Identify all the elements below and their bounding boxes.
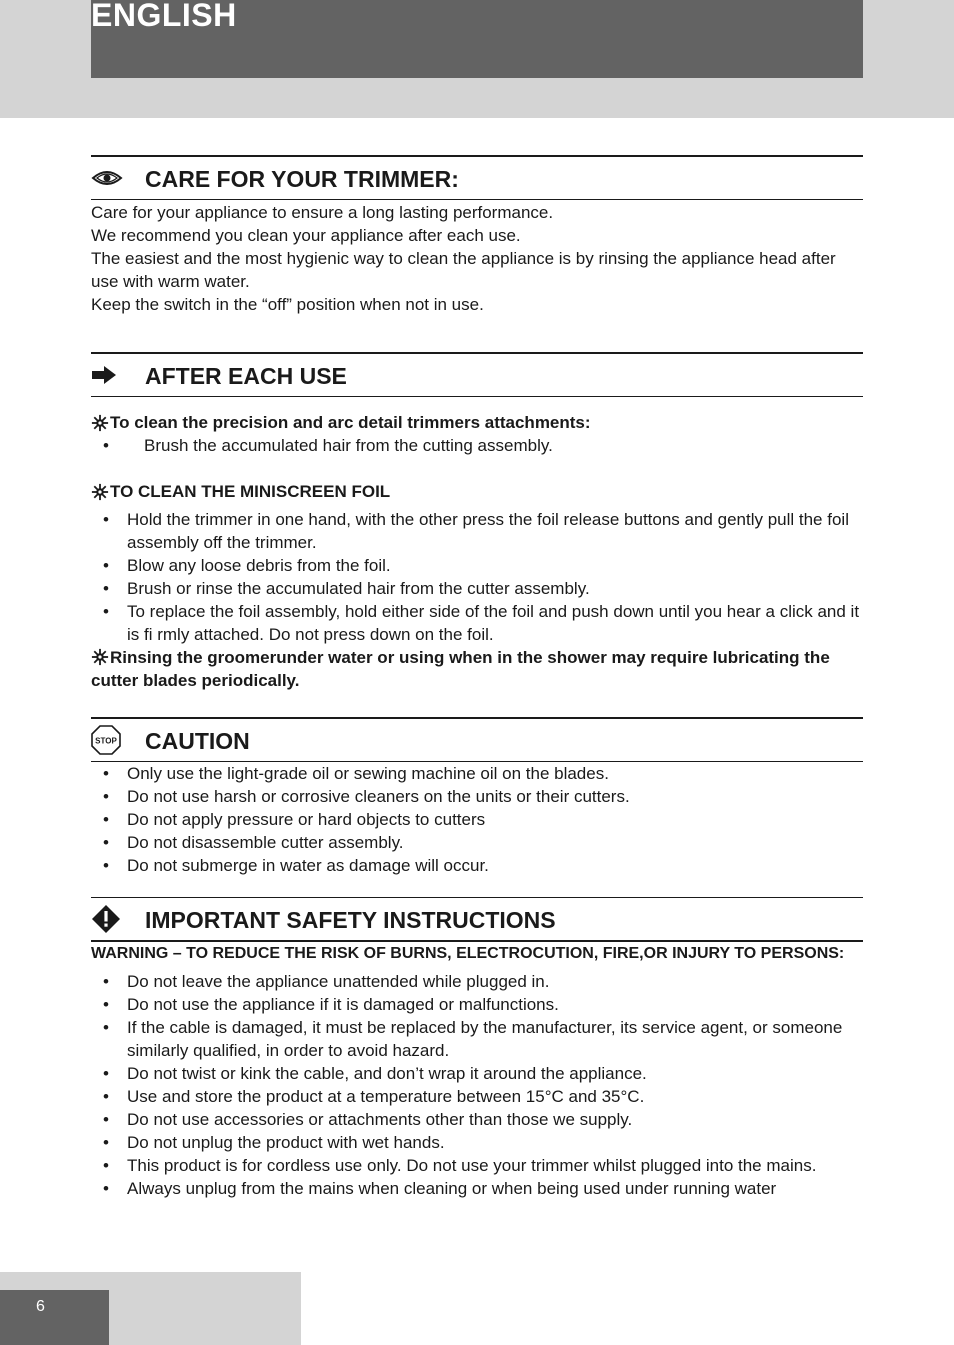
gear-icon: [91, 414, 109, 432]
list-item: • Hold the trimmer in one hand, with the other press the foil release buttons and gently pull the foil assembly off the trimmer.: [103, 510, 849, 552]
arrow-right-icon: [91, 354, 145, 396]
safety-warning: WARNING – TO REDUCE THE RISK OF BURNS, ELECTROCUTION, FIRE,OR INJURY TO PERSONS:: [91, 945, 845, 962]
list-item: • Do not submerge in water as damage will occur.: [103, 856, 489, 875]
page-number: 6: [36, 1298, 45, 1315]
warning-icon: [91, 898, 145, 940]
safety-section-header: [91, 897, 863, 942]
care-line: Keep the switch in the “off” position when not in use.: [91, 295, 484, 314]
stop-icon: [91, 719, 145, 761]
list-item: • Always unplug from the mains when cleaning or when being used under running water: [103, 1179, 777, 1198]
list-item: • Brush or rinse the accumulated hair from the cutter assembly.: [103, 579, 590, 598]
foil-list: [91, 508, 863, 646]
list-item: • Do not use harsh or corrosive cleaners on the units or their cutters.: [103, 787, 630, 806]
care-line: Care for your appliance to ensure a long lasting performance.: [91, 203, 554, 222]
list-item: • This product is for cordless use only. Do not use your trimmer whilst plugged into the mains.: [103, 1156, 817, 1175]
after-use-section-header: [91, 352, 863, 397]
eye-icon: [91, 157, 145, 199]
list-item: • Do not twist or kink the cable, and don’t wrap it around the appliance.: [103, 1064, 647, 1083]
safety-list: [91, 970, 863, 1200]
precision-list: [91, 434, 863, 457]
list-item: • Brush the accumulated hair from the cutting assembly.: [103, 436, 553, 455]
list-item: • Blow any loose debris from the foil.: [103, 556, 391, 575]
foil-heading: [91, 480, 863, 503]
list-item: • Do not unplug the product with wet hands.: [103, 1133, 445, 1152]
list-item: • Only use the light-grade oil or sewing machine oil on the blades.: [103, 764, 609, 783]
rinse-note: [91, 646, 863, 692]
list-item: • Do not use the appliance if it is damaged or malfunctions.: [103, 995, 559, 1014]
list-item: • Do not use accessories or attachments other than those we supply.: [103, 1110, 633, 1129]
page-number-box: [0, 1290, 109, 1345]
list-item: • Do not leave the appliance unattended while plugged in.: [103, 972, 550, 991]
list-item: • Use and store the product at a temperature between 15°C and 35°C.: [103, 1087, 645, 1106]
safety-section-title: IMPORTANT SAFETY INSTRUCTIONS: [145, 907, 556, 933]
rinse-note-text: Rinsing the groomerunder water or using when in the shower may require lubricating the cutter blades periodically.: [91, 648, 830, 690]
caution-section-title: CAUTION: [145, 728, 250, 754]
care-text: [91, 201, 863, 316]
precision-heading-text: To clean the precision and arc detail trimmers attachments:: [110, 413, 591, 432]
care-line: The easiest and the most hygienic way to clean the appliance is by rinsing the appliance head after use with warm water.: [91, 249, 836, 291]
gear-icon: [91, 648, 109, 666]
caution-list: [91, 762, 863, 877]
care-section-title: CARE FOR YOUR TRIMMER:: [145, 166, 459, 192]
gear-icon: [91, 483, 109, 501]
header-bar: [91, 0, 863, 78]
precision-heading: [91, 411, 863, 434]
page-language-title: ENGLISH: [91, 0, 237, 33]
care-line: We recommend you clean your appliance after each use.: [91, 226, 521, 245]
list-item: • Do not disassemble cutter assembly.: [103, 833, 404, 852]
list-item: • If the cable is damaged, it must be replaced by the manufacturer, its service agent, or someone similarly qualiﬁed, in order to avoid hazard.: [103, 1018, 843, 1060]
list-item: • To replace the foil assembly, hold either side of the foil and push down until you hear a click and it is ﬁ rmly attached. Do not press down on the foil.: [103, 602, 860, 644]
list-item: • Do not apply pressure or hard objects to cutters: [103, 810, 486, 829]
page-content: [91, 155, 863, 1200]
care-section-header: [91, 155, 863, 200]
foil-heading-text: TO CLEAN THE MINISCREEN FOIL: [110, 482, 391, 501]
stop-icon-label: STOP: [95, 736, 117, 746]
after-use-section-title: AFTER EACH USE: [145, 363, 347, 389]
caution-section-header: [91, 717, 863, 762]
